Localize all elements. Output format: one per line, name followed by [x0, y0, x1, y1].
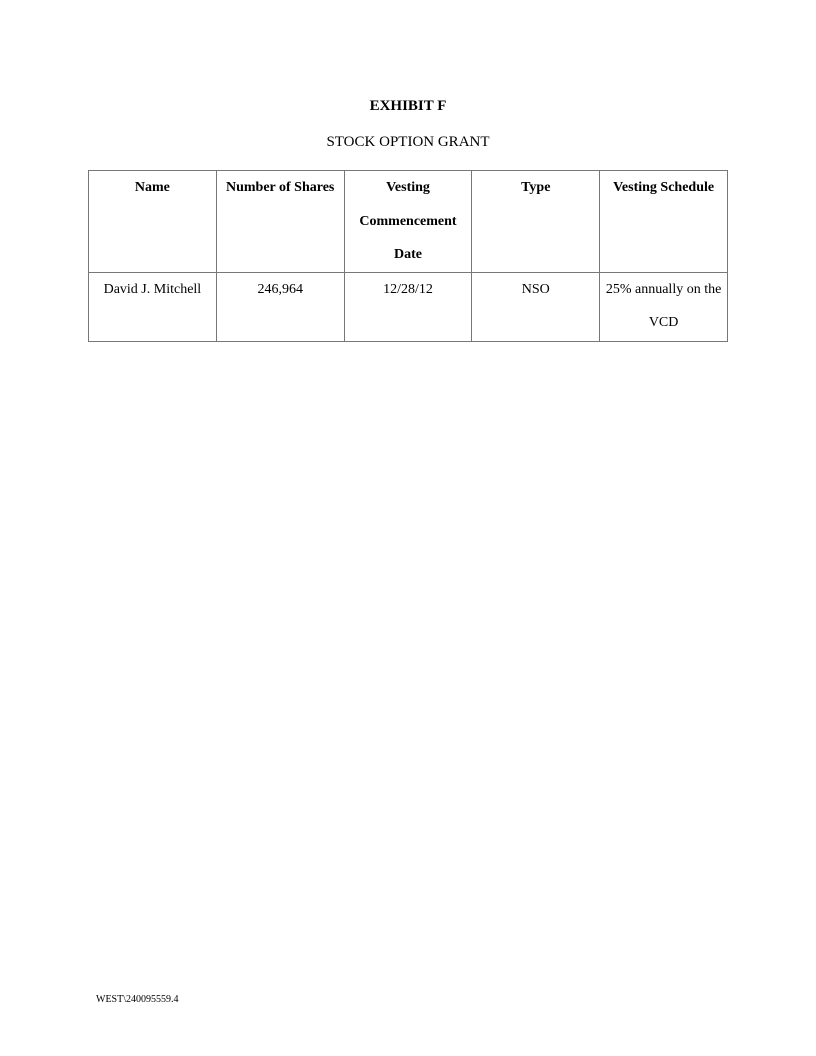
header-number-of-shares: Number of Shares — [216, 171, 344, 273]
table-row — [89, 272, 728, 341]
document-subtitle: STOCK OPTION GRANT — [326, 134, 490, 150]
stock-option-grant-table — [88, 170, 728, 342]
cell-name: David J. Mitchell — [89, 272, 217, 341]
cell-vesting-schedule: 25% annually on the VCD — [600, 272, 728, 341]
header-type: Type — [472, 171, 600, 273]
table-header-row — [89, 171, 728, 273]
header-vesting-commencement-date: Vesting Commencement Date — [344, 171, 472, 273]
cell-number-of-shares: 246,964 — [216, 272, 344, 341]
cell-vesting-commencement-date: 12/28/12 — [344, 272, 472, 341]
header-vesting-schedule: Vesting Schedule — [600, 171, 728, 273]
header-name: Name — [89, 171, 217, 273]
cell-type: NSO — [472, 272, 600, 341]
document-footer-id: WEST\240095559.4 — [96, 994, 179, 1005]
exhibit-title: EXHIBIT F — [369, 98, 447, 114]
